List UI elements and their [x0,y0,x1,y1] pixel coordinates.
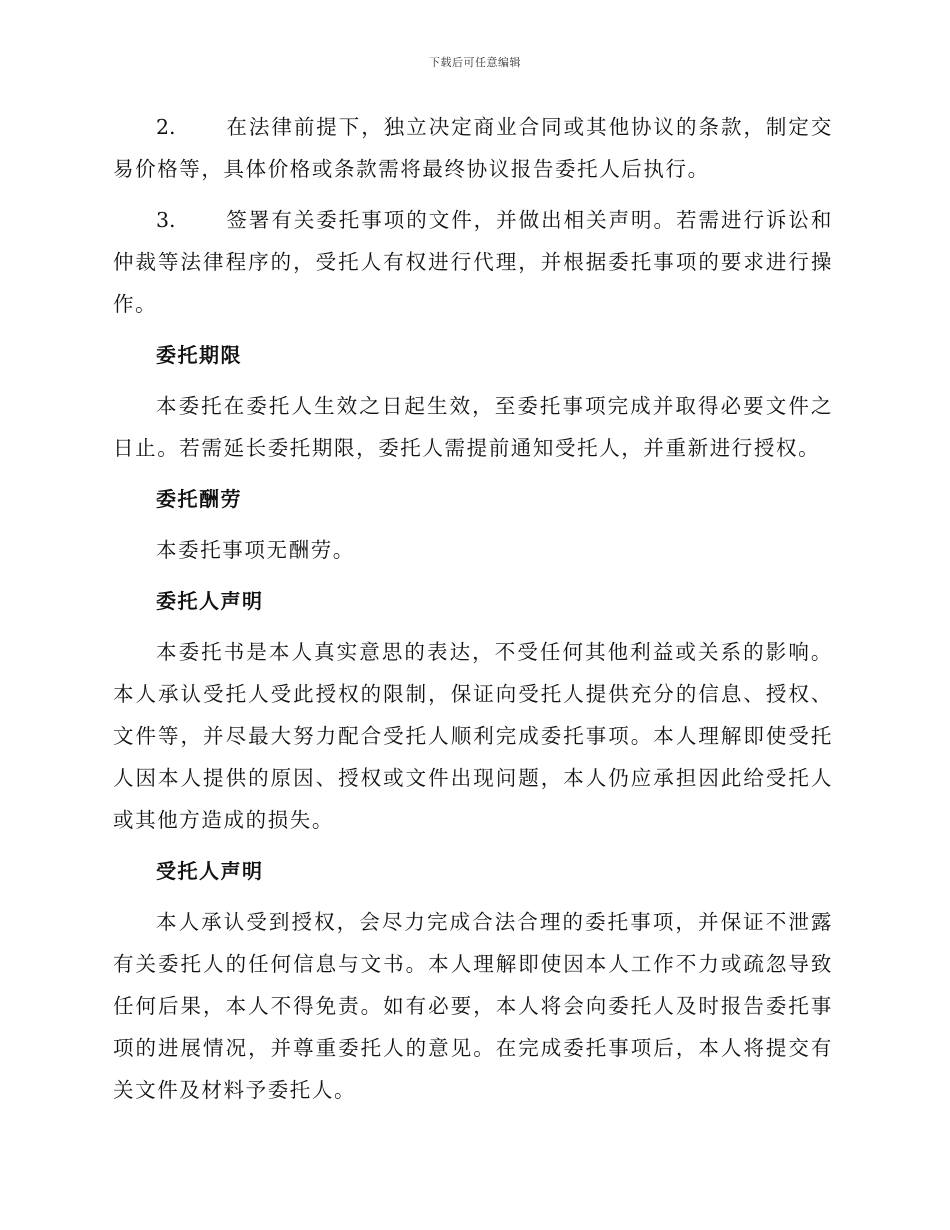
document-body [113,106,833,1120]
section-text-term: 本委托在委托人生效之日起生效，至委托事项完成并取得必要文件之日止。若需延长委托期限，委托人需提前通知受托人，并重新进行授权。 [113,394,833,460]
section-heading-principal: 委托人声明 [156,589,264,613]
page-header-note: 下载后可任意编辑 [429,56,521,69]
section-text-principal: 本委托书是本人真实意思的表达，不受任何其他利益或关系的影响。本人承认受托人受此授权的限制，保证向受托人提供充分的信息、授权、文件等，并尽最大努力配合受托人顺利完成委托事项。本人理解即使受托人因本人提供的原因、授权或文件出现问题，本人仍应承担因此给受托人或其他方造成的损失。 [113,640,833,832]
section-heading-fee: 委托酬劳 [156,487,242,511]
clause-number: 3. [156,208,176,232]
section-heading-agent: 受托人声明 [156,859,264,883]
section-heading-term: 委托期限 [156,343,242,367]
clause-text: 签署有关委托事项的文件，并做出相关声明。若需进行诉讼和仲裁等法律程序的，受托人有权进行代理，并根据委托事项的要求进行操作。 [113,208,833,316]
numbered-clause-2 [113,106,833,190]
numbered-clause-3 [113,199,833,325]
section-text-fee: 本委托事项无酬劳。 [156,538,355,562]
clause-text: 在法律前提下，独立决定商业合同或其他协议的条款，制定交易价格等，具体价格或条款需将最终协议报告委托人后执行。 [113,115,833,181]
clause-number: 2. [156,115,176,139]
section-text-agent: 本人承认受到授权，会尽力完成合法合理的委托事项，并保证不泄露有关委托人的任何信息与文书。本人理解即使因本人工作不力或疏忽导致任何后果，本人不得免责。如有必要，本人将会向委托人及时报告委托事项的进展情况，并尊重委托人的意见。在完成委托事项后，本人将提交有关文件及材料予委托人。 [113,910,833,1102]
